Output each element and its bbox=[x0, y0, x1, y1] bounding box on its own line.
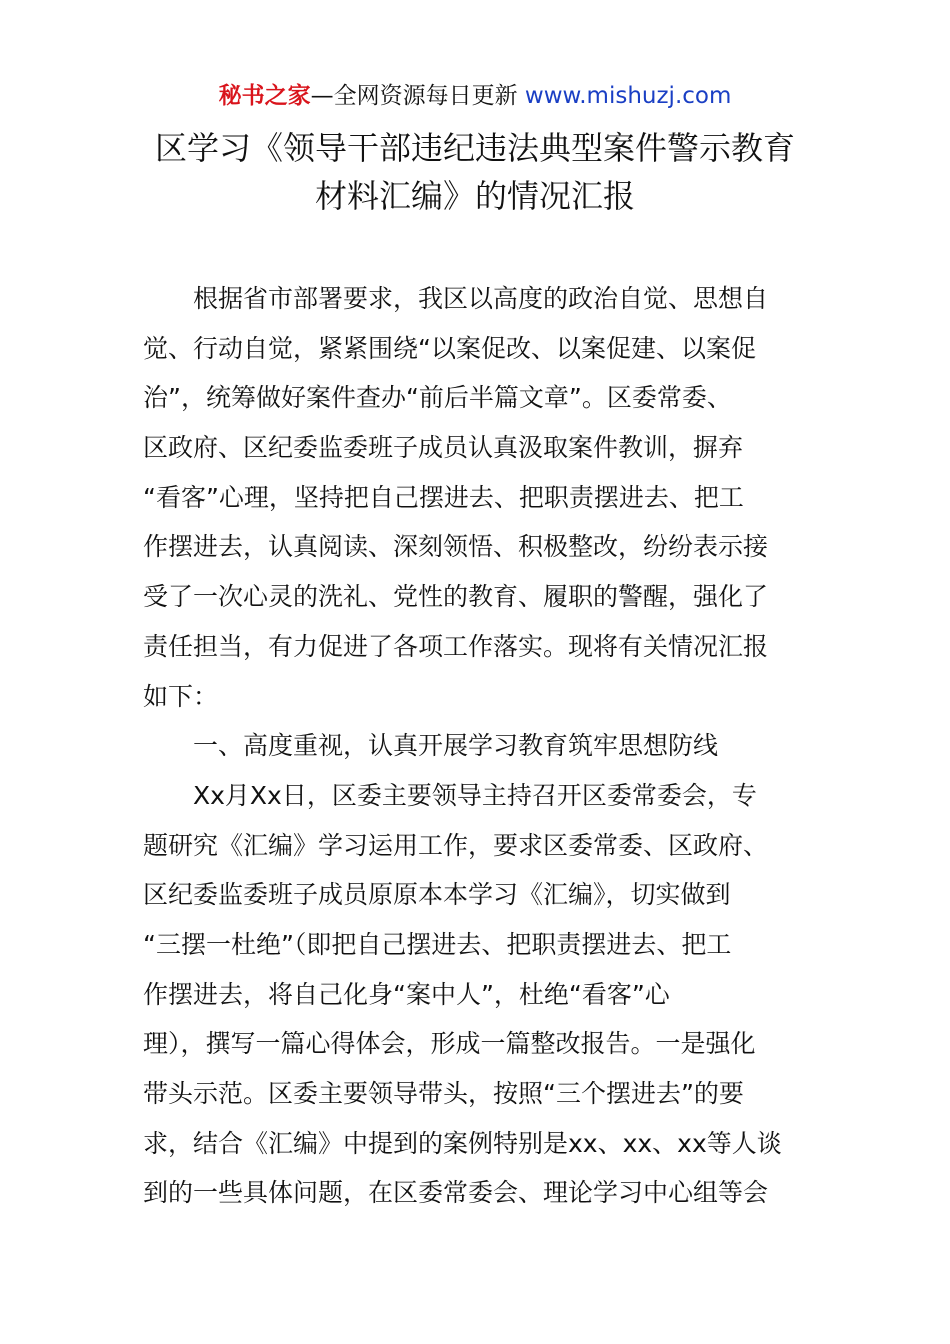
paragraph-line: 理），撰写一篇心得体会，形成一篇整改报告。一是强化 bbox=[143, 1029, 756, 1059]
paragraph-line: 区政府、区纪委监委班子成员认真汲取案件教训，摒弃 bbox=[143, 433, 744, 463]
paragraph-line: 作摆进去，将自己化身“案中人”，杜绝“看客”心 bbox=[143, 979, 670, 1009]
title-line-1: 区学习《领导干部违纪违法典型案件警示教育 bbox=[154, 129, 795, 167]
paragraph-line: 题研究《汇编》学习运用工作，要求区委常委、区政府、 bbox=[143, 830, 769, 860]
paragraph-line: 根据省市部署要求，我区以高度的政治自觉、思想自 bbox=[193, 284, 769, 313]
paragraph-line: 受了一次心灵的洗礼、党性的教育、履职的警醒，强化了 bbox=[143, 582, 769, 612]
title-line-2: 材料汇编》的情况汇报 bbox=[314, 177, 635, 215]
paragraph-line: “看客”心理，坚持把自己摆进去、把职责摆进去、把工 bbox=[143, 482, 744, 512]
paragraph-line: 如下： bbox=[143, 681, 219, 711]
paragraph-line: 觉、行动自觉，紧紧围绕“以案促改、以案促建、以案促 bbox=[143, 333, 756, 363]
site-url-link[interactable]: www.mishuzj.com bbox=[524, 83, 732, 109]
paragraph-line: 责任担当，有力促进了各项工作落实。现将有关情况汇报 bbox=[143, 631, 769, 661]
document-title bbox=[60, 124, 890, 220]
paragraph-line: “三摆一杜绝”（即把自己摆进去、把职责摆进去、把工 bbox=[143, 929, 732, 959]
section-heading: 一、高度重视，认真开展学习教育筑牢思想防线 bbox=[193, 731, 719, 761]
paragraph-line: Xx月Xx日，区委主要领导主持召开区委常委会，专 bbox=[193, 780, 757, 810]
site-header bbox=[0, 80, 950, 112]
paragraph-line: 区纪委监委班子成员原原本本学习《汇编》，切实做到 bbox=[143, 880, 731, 910]
site-tagline: —全网资源每日更新 bbox=[310, 83, 525, 109]
paragraph-line: 到的一些具体问题，在区委常委会、理论学习中心组等会 bbox=[143, 1178, 769, 1208]
site-brand: 秘书之家 bbox=[218, 83, 311, 109]
paragraph-line: 求，结合《汇编》中提到的案例特别是xx、xx、xx等人谈 bbox=[143, 1128, 782, 1158]
paragraph-line: 治”，统筹做好案件查办“前后半篇文章”。区委常委、 bbox=[143, 383, 732, 413]
paragraph-line: 带头示范。区委主要领导带头，按照“三个摆进去”的要 bbox=[143, 1079, 744, 1108]
document-body bbox=[143, 274, 815, 1218]
paragraph-line: 作摆进去，认真阅读、深刻领悟、积极整改，纷纷表示接 bbox=[143, 532, 769, 562]
